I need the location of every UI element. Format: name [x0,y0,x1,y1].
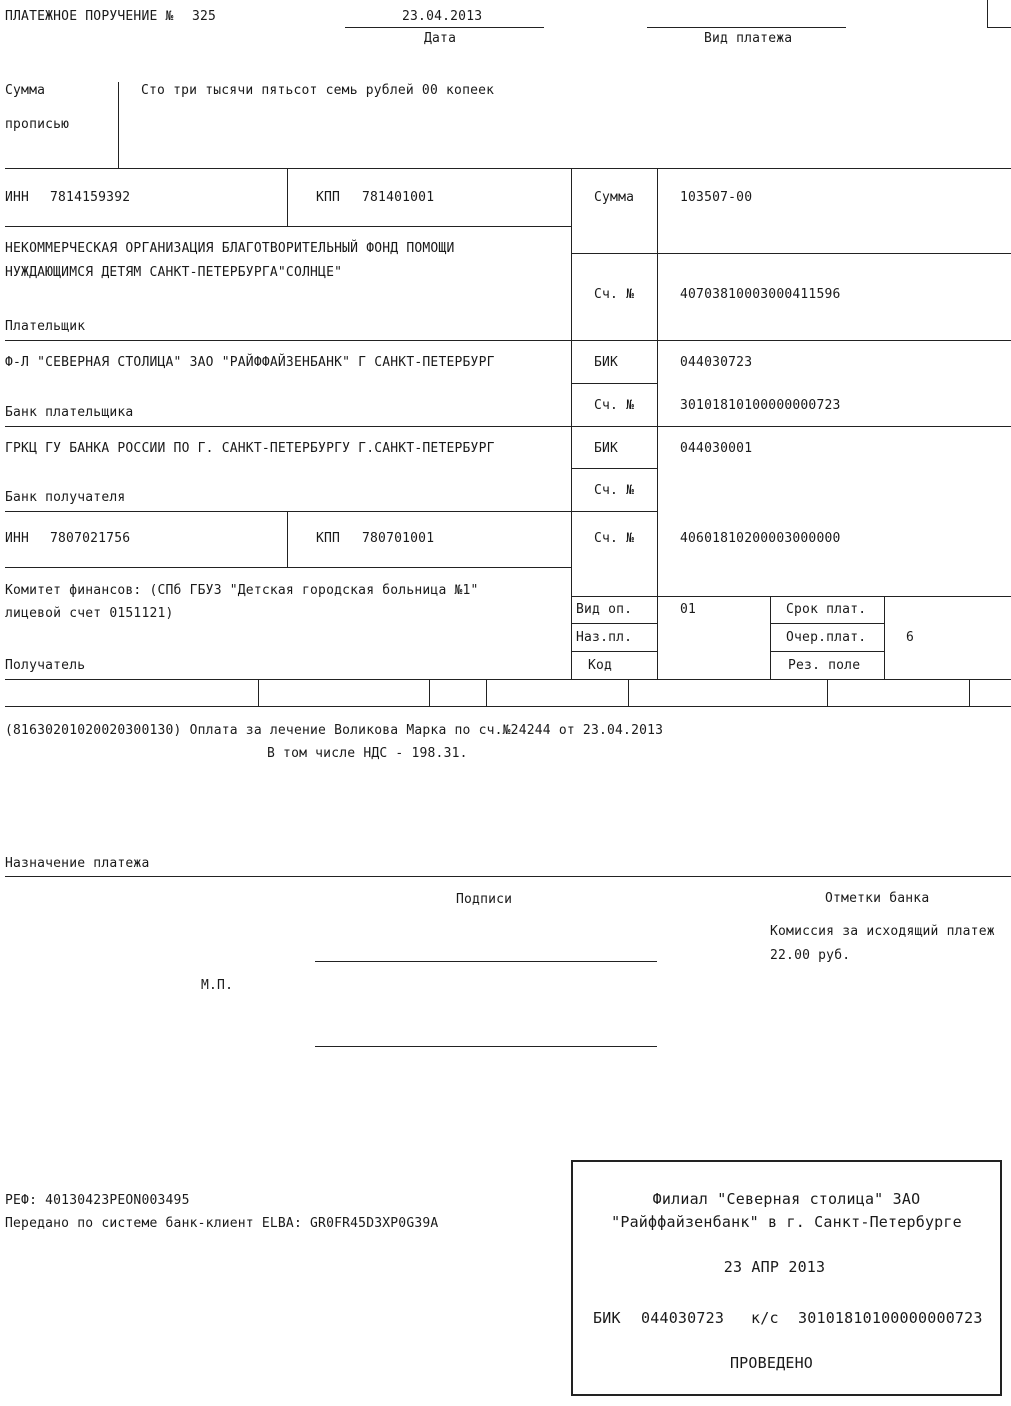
reserve-field-label: Рез. поле [788,658,861,673]
payee-label: Получатель [5,658,86,673]
priority-value: 6 [906,630,915,645]
grid-vline-labels-left [571,168,572,679]
payment-type-label: Вид платежа [704,31,793,46]
grid-vline-labels-right [657,168,658,679]
payee-account-label: Сч. № [594,531,635,546]
payee-bank-bik-bottom [571,468,657,469]
tax-field-divider-4 [628,679,629,706]
stamp-bank-line-2: "Райффайзенбанк" в г. Санкт-Петербурге [611,1213,962,1231]
sum-value: 103507-00 [680,190,753,205]
payee-bank-account-label: Сч. № [594,483,635,498]
document-number: 325 [192,9,217,24]
sum-label: Сумма [594,190,635,205]
payer-inn-row-bottom [5,226,571,227]
tax-field-divider-6 [969,679,970,706]
payer-inn-kpp-divider [287,168,288,226]
payer-bank-bik-label: БИК [594,355,619,370]
payer-name-line-2: НУЖДАЮЩИМСЯ ДЕТЯМ САНКТ-ПЕТЕРБУРГА"СОЛНЦЕ" [5,265,343,280]
codes-top-line [571,596,1011,597]
codes-vline-2 [884,596,885,679]
codes-row2-bottom-right [770,651,884,652]
payee-inn: 7807021756 [50,531,131,546]
bank-stamp [571,1160,1002,1396]
op-type-label: Вид оп. [576,602,633,617]
payee-bank-label: Банк получателя [5,490,126,505]
payee-inn-row-bottom [5,567,571,568]
amount-words-label-2: прописью [5,117,70,132]
payer-bank-block-bottom [5,426,1011,427]
tax-field-divider-3 [486,679,487,706]
stamp-status: ПРОВЕДЕНО [729,1354,814,1372]
code-label: Код [588,658,613,673]
stamp-date: 23 АПР 2013 [723,1258,826,1276]
reference-line: РЕФ: 40130423PEON003495 [5,1193,190,1208]
purpose-bottom-line [5,876,1011,877]
stamp-bik-label: БИК [593,1309,621,1327]
payee-bank-block-bottom [5,511,657,512]
payer-bank-bik: 044030723 [680,355,753,370]
bank-marks-label: Отметки банка [825,891,930,906]
commission-line-2: 22.00 руб. [770,948,851,963]
corner-box-bottom [987,27,1011,28]
payee-bank-bik: 044030001 [680,441,753,456]
codes-bottom-line [5,679,1011,680]
payer-name-line-1: НЕКОММЕРЧЕСКАЯ ОРГАНИЗАЦИЯ БЛАГОТВОРИТЕЛЬНЫЙ ФОНД ПОМОЩИ [5,241,455,256]
purpose-line-1: (81630201020020300130) Оплата за лечение Воликова Марка по сч.№24244 от 23.04.2013 [5,723,664,738]
tax-field-divider-2 [429,679,430,706]
sum-row-bottom [571,253,1011,254]
signature-line-1 [315,961,657,962]
payer-account-label: Сч. № [594,287,635,302]
tax-field-divider-5 [827,679,828,706]
payee-name-line-2: лицевой счет 0151121) [5,606,174,621]
stamp-ks-label: к/с [751,1309,779,1327]
codes-row1-bottom-right [770,623,884,624]
stamp-ks: 30101810100000000723 [798,1309,983,1327]
purpose-code-label: Наз.пл. [576,630,633,645]
commission-line-1: Комиссия за исходящий платеж [770,924,995,939]
payer-bank-bik-bottom [571,383,657,384]
payer-inn-label: ИНН [5,190,30,205]
payer-bank-label: Банк плательщика [5,405,134,420]
corner-box-edge [987,0,988,27]
date-underline [345,27,544,28]
payer-bank-account-label: Сч. № [594,398,635,413]
payee-inn-label: ИНН [5,531,30,546]
codes-vline-1 [770,596,771,679]
op-type-value: 01 [680,602,697,617]
payer-bank-name: Ф-Л "СЕВЕРНАЯ СТОЛИЦА" ЗАО "РАЙФФАЙЗЕНБАНК" Г САНКТ-ПЕТЕРБУРГ [5,355,495,370]
payer-inn: 7814159392 [50,190,131,205]
payee-bank-name: ГРКЦ ГУ БАНКА РОССИИ ПО Г. САНКТ-ПЕТЕРБУРГУ Г.САНКТ-ПЕТЕРБУРГ [5,441,495,456]
payee-name-line-1: Комитет финансов: (СПб ГБУЗ "Детская городская больница №1" [5,583,479,598]
amount-words-bottom-line [5,168,1011,169]
tax-fields-bottom-line [5,706,1011,707]
payer-kpp-label: КПП [316,190,341,205]
codes-row1-bottom-left [571,623,657,624]
transfer-line: Передано по системе банк-клиент ELBA: GR0FR45D3XP0G39A [5,1216,439,1231]
payee-inn-kpp-divider [287,511,288,567]
payer-account: 40703810003000411596 [680,287,841,302]
payer-bank-account: 30101810100000000723 [680,398,841,413]
payer-label: Плательщик [5,319,86,334]
payee-kpp: 780701001 [362,531,435,546]
payer-block-bottom [5,340,1011,341]
payee-bank-bik-label: БИК [594,441,619,456]
term-label: Срок плат. [786,602,867,617]
tax-field-divider-1 [258,679,259,706]
document-title: ПЛАТЕЖНОЕ ПОРУЧЕНИЕ № [5,9,174,24]
codes-row2-bottom-left [571,651,657,652]
signatures-label: Подписи [456,892,513,907]
document-date: 23.04.2013 [402,9,483,24]
amount-words-value: Сто три тысячи пятьсот семь рублей 00 копеек [141,83,495,98]
signature-line-2 [315,1046,657,1047]
amount-words-label-1: Сумма [5,83,46,98]
stamp-place-label: М.П. [201,978,234,993]
purpose-line-2: В том числе НДС - 198.31. [267,746,468,761]
date-label: Дата [424,31,457,46]
priority-label: Очер.плат. [786,630,867,645]
amount-words-divider [118,82,119,168]
purpose-label: Назначение платежа [5,856,150,871]
stamp-bank-line-1: Филиал "Северная столица" ЗАО [652,1190,921,1208]
payee-account: 40601810200003000000 [680,531,841,546]
stamp-bik: 044030723 [641,1309,725,1327]
payee-kpp-label: КПП [316,531,341,546]
payment-type-underline [647,27,846,28]
payer-kpp: 781401001 [362,190,435,205]
